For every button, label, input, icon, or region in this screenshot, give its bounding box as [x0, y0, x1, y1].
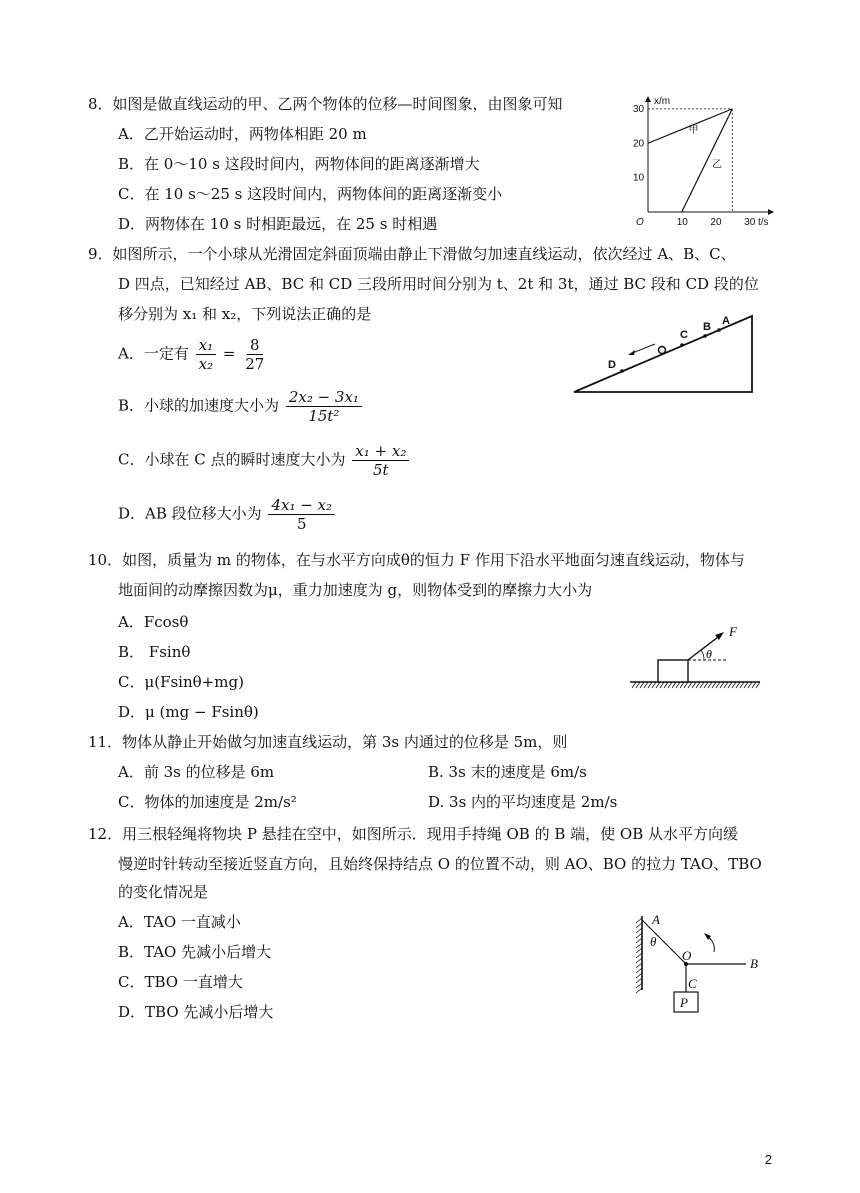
q9-stem-line3: 移分别为 x₁ 和 x₂，下列说法正确的是 — [118, 305, 372, 323]
page-number: 2 — [764, 1152, 772, 1167]
q9-c-num: x₁ + x₂ — [352, 442, 409, 461]
q11-option-c: C．物体的加速度是 2m/s² — [118, 793, 297, 811]
rope-figure-label: O — [682, 948, 692, 963]
q9-b-num: 2x₂ − 3x₁ — [286, 388, 362, 407]
q10-angle-label: θ — [706, 647, 712, 661]
q9-c-den: 5t — [373, 461, 389, 479]
q9-incline-figure — [570, 310, 760, 396]
q8-option-a: A．乙开始运动时，两物体相距 20 m — [118, 125, 367, 143]
q9-option-a-prefix: A．一定有 — [118, 344, 189, 363]
q9-d-den: 5 — [296, 515, 307, 533]
q10-block-figure — [626, 622, 766, 692]
q9-stem-line1: 9．如图所示，一个小球从光滑固定斜面顶端由静止下滑做匀加速直线运动，依次经过 A、B、C、 — [88, 245, 736, 263]
x-tick-label: 20 — [710, 217, 722, 228]
q8-option-d: D．两物体在 10 s 时相距最远，在 25 s 时相遇 — [118, 215, 438, 233]
q9-d-num: 4x₁ − x₂ — [268, 496, 335, 515]
origin-label: O — [636, 217, 644, 228]
q12-stem-line1: 12．用三根轻绳将物块 P 悬挂在空中，如图所示．现用手持绳 OB 的 B 端，使 OB 从水平方向缓 — [88, 825, 738, 843]
q11-option-b: B. 3s 末的速度是 6m/s — [428, 763, 587, 781]
y-axis-arrow — [645, 96, 651, 102]
rope-figure-label: P — [680, 995, 688, 1010]
q8-stem: 8．如图是做直线运动的甲、乙两个物体的位移—时间图象，由图象可知 — [88, 95, 563, 113]
incline-point-label: C — [680, 329, 688, 341]
q11-option-a: A．前 3s 的位移是 6m — [118, 763, 275, 781]
rope-figure-label: B — [750, 956, 758, 971]
q11-option-d: D. 3s 内的平均速度是 2m/s — [428, 793, 618, 811]
q9-a-num: x₁ — [196, 336, 216, 355]
q12-rope-figure — [628, 910, 778, 1020]
q10-option-c: C．μ(Fsinθ+mg) — [118, 673, 244, 691]
q9-a-den2: 27 — [245, 355, 265, 373]
q9-option-b — [118, 388, 364, 425]
x-axis-label: t/s — [758, 217, 769, 228]
q12-option-a: A．TAO 一直减小 — [118, 913, 241, 931]
incline-point-label: A — [722, 315, 730, 327]
q9-option-a-fraction1 — [196, 336, 216, 373]
y-tick-label: 10 — [633, 172, 645, 184]
q9-option-d-fraction — [268, 496, 335, 533]
q9-option-a — [118, 336, 269, 373]
q9-option-c — [118, 442, 411, 479]
q9-option-d — [118, 496, 337, 533]
q10-option-b: B． Fsinθ — [118, 643, 191, 661]
q9-option-b-fraction — [286, 388, 362, 425]
q9-option-a-fraction2 — [242, 336, 267, 373]
y-tick-label: 30 — [633, 103, 645, 115]
q9-b-den: 15t² — [308, 407, 340, 425]
q8-xt-chart — [628, 90, 778, 228]
rope-figure-label: A — [652, 912, 660, 927]
q10-stem-line2: 地面间的动摩擦因数为μ，重力加速度为 g，则物体受到的摩擦力大小为 — [118, 581, 593, 599]
q9-option-c-fraction — [352, 442, 409, 479]
q12-option-d: D．TBO 先减小后增大 — [118, 1003, 274, 1021]
y-tick-label: 20 — [633, 138, 645, 150]
rope-figure-label: C — [688, 976, 697, 991]
q12-stem-line2: 慢逆时针转动至接近竖直方向，且始终保持结点 O 的位置不动，则 AO、BO 的拉力 TAO、TBO — [118, 855, 762, 873]
q8-option-b: B．在 0～10 s 这段时间内，两物体间的距离逐渐增大 — [118, 155, 480, 173]
x-tick-label: 10 — [676, 217, 688, 228]
y-axis-label: x/m — [654, 96, 671, 107]
series-label-2: 乙 — [712, 159, 723, 171]
q10-force-label: F — [729, 624, 737, 639]
x-tick-label: 30 — [744, 217, 756, 228]
q9-option-a-equals: = — [222, 344, 236, 363]
incline-point-label: D — [608, 359, 616, 371]
x-axis-arrow — [768, 209, 774, 215]
incline-point-label: B — [703, 321, 711, 333]
q8-option-c: C．在 10 s～25 s 这段时间内，两物体间的距离逐渐变小 — [118, 185, 503, 203]
series-label-1: 甲 — [688, 124, 699, 136]
q10-option-d: D．μ (mg − Fsinθ) — [118, 703, 259, 721]
q11-stem: 11．物体从静止开始做匀加速直线运动，第 3s 内通过的位移是 5m，则 — [88, 733, 568, 751]
q12-option-b: B．TAO 先减小后增大 — [118, 943, 272, 961]
q9-a-num2: 8 — [247, 336, 263, 355]
q12-option-c: C．TBO 一直增大 — [118, 973, 243, 991]
rope-figure-label: θ — [650, 934, 657, 949]
q9-option-c-prefix: C．小球在 C 点的瞬时速度大小为 — [118, 450, 346, 469]
q9-option-d-prefix: D．AB 段位移大小为 — [118, 504, 262, 523]
q9-a-den: x₂ — [198, 355, 214, 373]
q10-stem-line1: 10．如图，质量为 m 的物体，在与水平方向成θ的恒力 F 作用下沿水平地面匀速直线运动，物体与 — [88, 551, 745, 569]
q9-stem-line2: D 四点，已知经过 AB、BC 和 CD 三段所用时间分别为 t、2t 和 3t，通过 BC 段和 CD 段的位 — [118, 275, 759, 293]
q9-option-b-prefix: B．小球的加速度大小为 — [118, 396, 280, 415]
q10-option-a: A．Fcosθ — [118, 613, 189, 631]
q12-stem-line3: 的变化情况是 — [118, 883, 209, 901]
